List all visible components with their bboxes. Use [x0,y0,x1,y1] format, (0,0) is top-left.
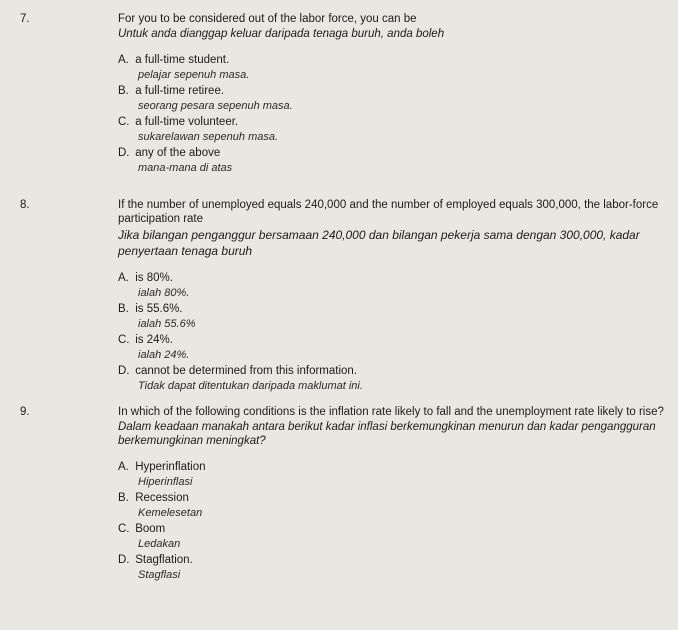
option-a[interactable] [118,460,664,489]
question-text [118,12,664,41]
question-text [20,198,664,259]
question-number: 9. [20,406,30,418]
option-text-en: cannot be determined from this information. [135,365,358,377]
option-b[interactable] [118,302,664,331]
option-d[interactable] [118,364,664,393]
option-letter: D. [118,365,130,377]
option-text-ms: pelajar sepenuh masa. [138,69,250,81]
option-letter: D. [118,554,130,566]
option-c[interactable] [118,115,664,144]
question-number: 7. [20,13,30,25]
option-text-ms: ialah 24%. [138,349,190,361]
answer-options [118,271,664,393]
option-text-ms: sukarelawan sepenuh masa. [138,131,279,143]
option-letter: B. [118,303,129,315]
option-text-ms: Stagflasi [138,569,181,581]
option-text-ms: Hiperinflasi [138,476,193,488]
option-text-ms: seorang pesara sepenuh masa. [138,100,293,112]
option-letter: B. [118,85,129,97]
option-text-ms: mana-mana di atas [138,162,233,174]
question-text-en: For you to be considered out of the labor force, you can be [118,13,417,25]
question-text-en: If the number of unemployed equals 240,000 and the number of employed equals 300,000, the labor-force participation rate [118,199,659,225]
question-text-en: In which of the following conditions is the inflation rate likely to fall and the unemployment rate likely to rise? [118,406,664,418]
option-text-ms: Ledakan [138,538,181,550]
question-text-ms: Jika bilangan penganggur bersamaan 240,000 dan bilangan pekerja sama dengan 300,000, kadar penyertaan tenaga buruh [118,228,640,258]
question-8 [20,198,664,395]
option-text-en: a full-time student. [135,54,230,66]
option-text-en: any of the above [135,147,221,159]
option-b[interactable] [118,491,664,520]
option-c[interactable] [118,522,664,551]
option-letter: A. [118,461,129,473]
question-text-ms: Untuk anda dianggap keluar daripada tenaga buruh, anda boleh [118,28,445,40]
option-text-en: Boom [135,523,166,535]
question-number: 8. [20,199,30,211]
option-text-en: a full-time volunteer. [135,116,239,128]
question-text-ms: Dalam keadaan manakah antara berikut kadar inflasi berkemungkinan menurun dan kadar pengangguran berkemungkinan meningkat? [118,421,656,447]
option-c[interactable] [118,333,664,362]
option-letter: A. [118,54,129,66]
option-letter: B. [118,492,129,504]
option-letter: A. [118,272,129,284]
option-text-en: is 55.6%. [135,303,183,315]
option-a[interactable] [118,53,664,82]
option-text-en: a full-time retiree. [135,85,225,97]
option-text-en: Hyperinflation [135,461,206,473]
question-9 [20,405,664,584]
option-letter: D. [118,147,130,159]
option-letter: C. [118,523,130,535]
option-text-ms: Kemelesetan [138,507,203,519]
answer-options [118,460,664,582]
option-letter: C. [118,334,130,346]
option-text-ms: ialah 55.6% [138,318,196,330]
option-b[interactable] [118,84,664,113]
option-text-en: Stagflation. [135,554,193,566]
option-a[interactable] [118,271,664,300]
option-text-en: is 24%. [135,334,173,346]
answer-options [118,53,664,175]
option-letter: C. [118,116,130,128]
option-text-en: is 80%. [135,272,173,284]
option-text-ms: ialah 80%. [138,287,190,299]
question-text [20,405,664,448]
question-7 [20,12,664,177]
option-text-ms: Tidak dapat ditentukan daripada maklumat ini. [138,380,363,392]
option-text-en: Recession [135,492,189,504]
option-d[interactable] [118,553,664,582]
option-d[interactable] [118,146,664,175]
